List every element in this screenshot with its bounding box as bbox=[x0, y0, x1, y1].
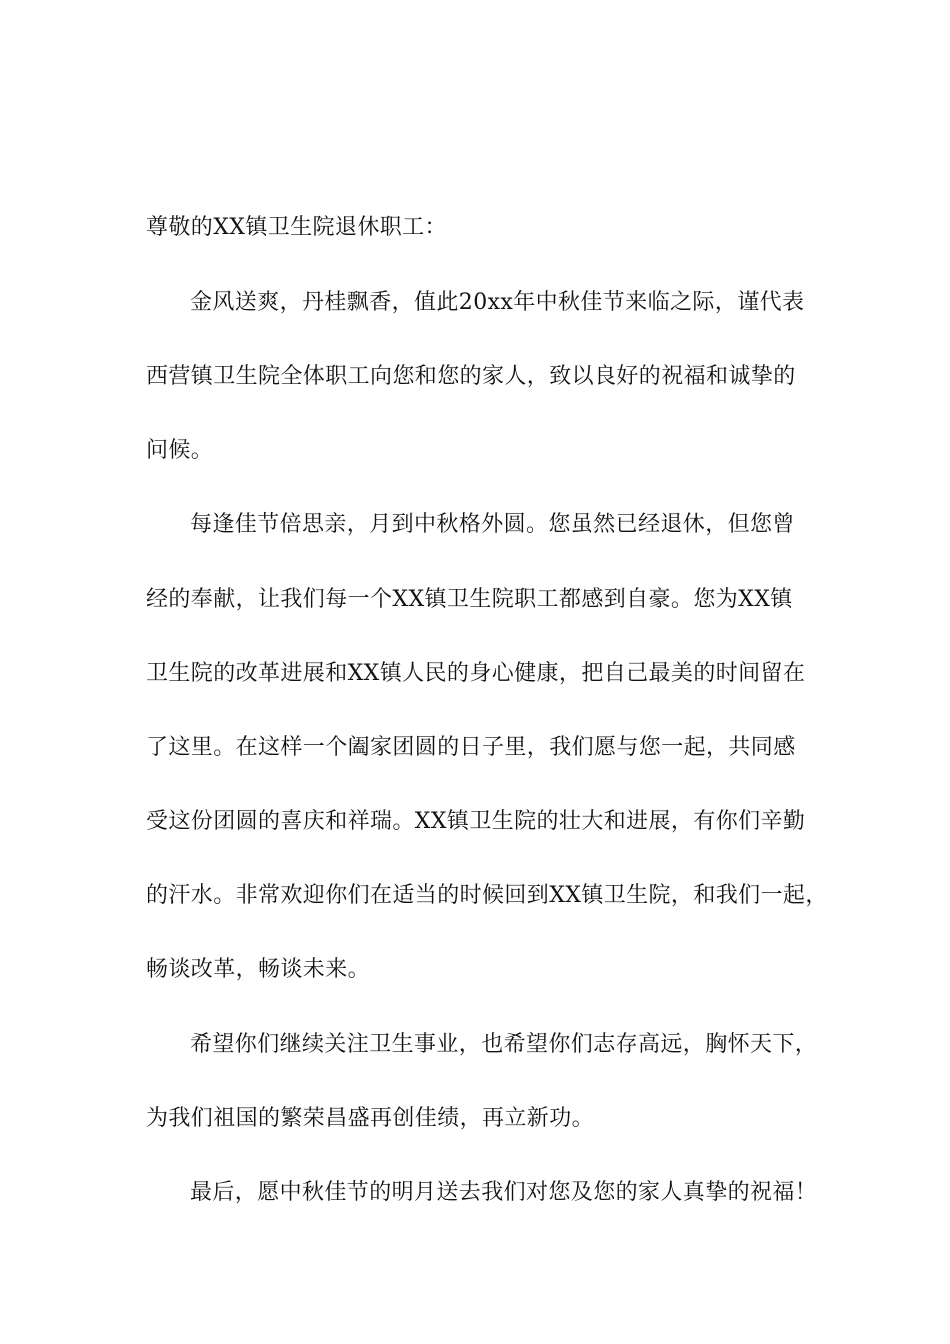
paragraph-3-line-1: 希望你们继续关注卫生事业，也希望你们志存高远，胸怀天下， bbox=[190, 1032, 818, 1057]
paragraph-2-line-3: 卫生院的改革进展和XX镇人民的身心健康，把自己最美的时间留在 bbox=[146, 661, 806, 686]
paragraph-3-line-2: 为我们祖国的繁荣昌盛再创佳绩，再立新功。 bbox=[146, 1106, 595, 1131]
paragraph-4-line-1: 最后，愿中秋佳节的明月送去我们对您及您的家人真挚的祝福！ bbox=[190, 1180, 818, 1205]
salutation: 尊敬的XX镇卫生院退休职工： bbox=[146, 215, 447, 240]
paragraph-2-line-2: 经的奉献，让我们每一个XX镇卫生院职工都感到自豪。您为XX镇 bbox=[146, 587, 793, 612]
paragraph-1-line-2: 西营镇卫生院全体职工向您和您的家人，致以良好的祝福和诚挚的 bbox=[146, 364, 796, 389]
paragraph-2-line-7: 畅谈改革，畅谈未来。 bbox=[146, 957, 371, 982]
paragraph-2-line-6: 的汗水。非常欢迎你们在适当的时候回到XX镇卫生院，和我们一起， bbox=[146, 883, 828, 908]
paragraph-2-line-5: 受这份团圆的喜庆和祥瑞。XX镇卫生院的壮大和进展，有你们辛勤 bbox=[146, 809, 806, 834]
paragraph-2-line-1: 每逢佳节倍思亲，月到中秋格外圆。您虽然已经退休，但您曾 bbox=[190, 512, 795, 537]
paragraph-2-line-4: 了这里。在这样一个阖家团圆的日子里，我们愿与您一起，共同感 bbox=[146, 735, 796, 760]
paragraph-1-line-3: 问候。 bbox=[146, 438, 214, 463]
paragraph-1-line-1: 金风送爽，丹桂飘香，值此20xx年中秋佳节来临之际，谨代表 bbox=[190, 290, 805, 315]
